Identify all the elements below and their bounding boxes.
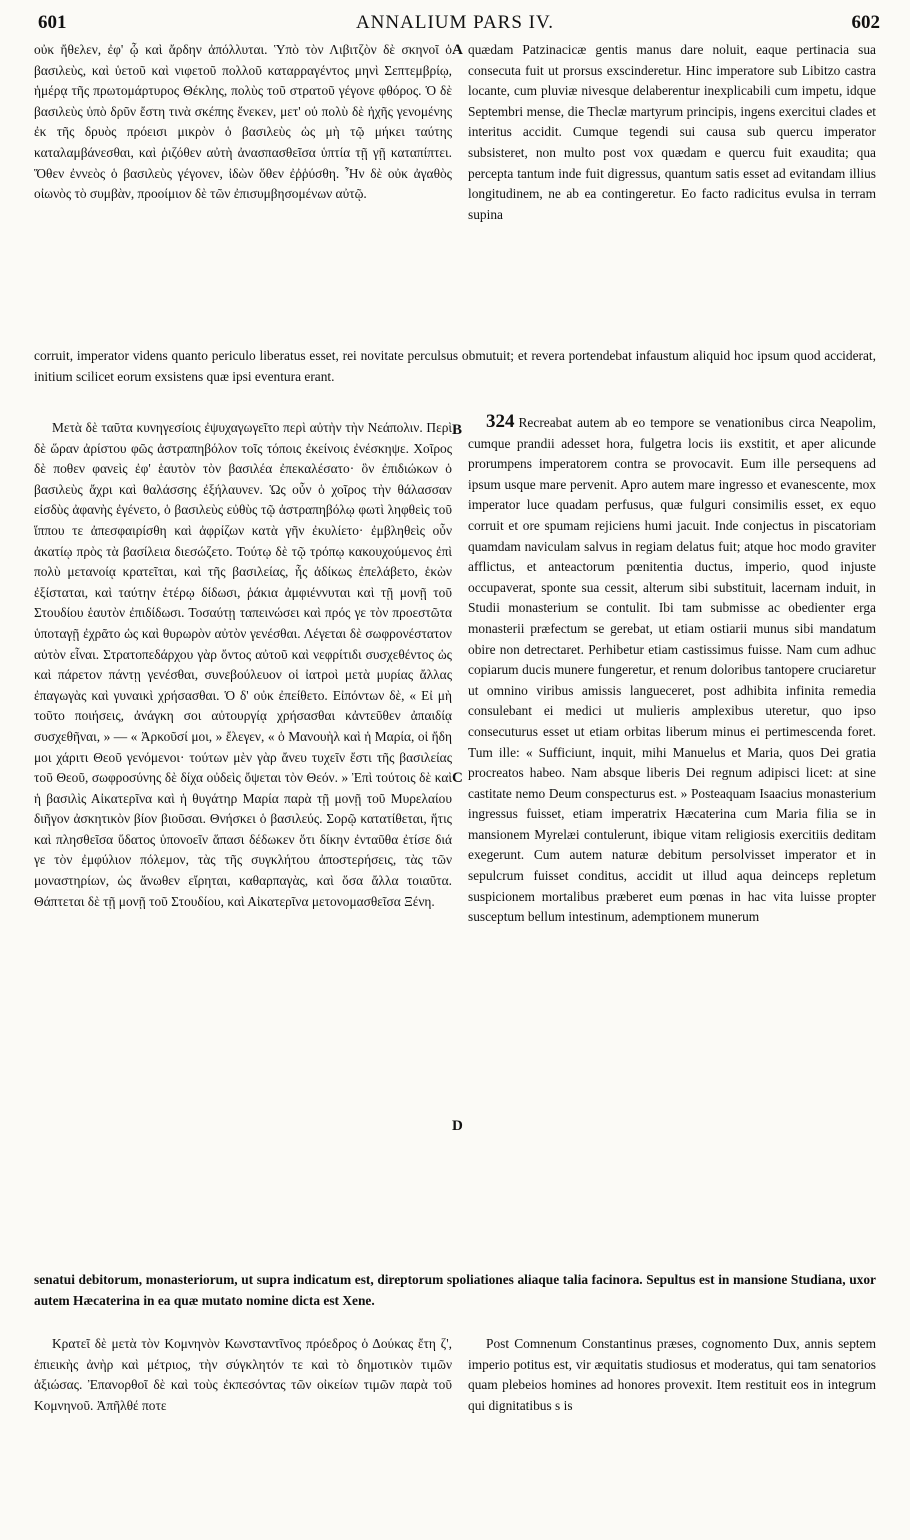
left-page-number: 601	[38, 12, 67, 33]
latin-paragraph: quædam Patzinacicæ gentis manus dare noluit, eaque pertinacia sua consecuta fuit ut prorsus exscinderetur. Hinc imperatore sub Libitzo castra locante, cum pluviæ nivesque delaberentur inexplicabili cum impetu, idque Septembri mense, die Theclæ martyrum principis, ingens exercitui clades et interitus accidit. Cumque tegendi sui causa sub quercu imperator subsisteret, non multo post vox quædam e quercu fuit exaudita; qua percepta tantum inde fuit digressus, quantum satis esset ad evitandam illius longitudinem, ne ab ea contingeretur. Eo facto radicitus evulsa in terram supina	[468, 42, 876, 222]
greek-paragraph: Μετὰ δὲ ταῦτα κυνηγεσίοις ἐψυχαγωγεῖτο περὶ αὐτὴν τὴν Νεάπολιν. Περὶ δὲ ὥραν ἀρίστου φῶς ἀστραπηβόλον τοῖς τόποις ἐκείνοις ἐνέσκηψε. Χοῖρος δὲ ποθεν φανεὶς ἐφ' ἑαυτὸν τὸν βασιλέα ἐπεκαλέσατο· ὃν ἐπιδιώκων ὁ βασιλεὺς ἄχρι καὶ θαλάσσης ἐξήλαυνεν. Ὡς οὖν ὁ χοῖρος τὴν θάλασσαν εἰσδὺς ἀφανὴς ἐγένετο, ὁ βασιλεὺς εὐθὺς τῷ ἀστραπηβόλῳ φωτὶ ληφθεὶς τοῦ ἵππου τε ἀπεσφαιρίσθη καὶ ἀφρίζων κατὰ γῆν ἐκυλίετο· ἐμβληθεὶς οὖν ἀκατίῳ πρὸς τὰ βασίλεια διεσώζετο. Τούτῳ δὲ τῷ τρόπῳ κακουχούμενος ἐπὶ πολὺ μετανοίᾳ κρατεῖται, καὶ τῆς βασιλείας, ἧς ἀδίκως ἐπελάβετο, ἑκὼν ἐξίσταται, καὶ ταύτην ἑτέρῳ δίδωσι, ῥάκια ἀμφιέννυται καὶ τῇ μονῇ τοῦ Στουδίου ἑαυτὸν ἐπιδίδωσι. Τοσαύτῃ ταπεινώσει καὶ πρός γε τὸν προεστῶτα ὑποταγῇ ἐχρᾶτο ὡς καὶ θυρωρὸν αὐτὸν γενέσθαι. Λέγεται δὲ σωφρονέστατον αὐτὸν εἶναι. Στρατοπεδάρχου γὰρ ὄντος αὐτοῦ καὶ νεφρίτιδι συσχεθέντος ὡς καὶ πάρετον πάντῃ γενέσθαι, συνεβούλευον οἱ ἰατροὶ μετὰ μυρίας ἄλλας ἐπαγωγὰς καὶ γυναικὶ χρήσασθαι. Ὁ δ' οὐκ ἐπείθετο. Εἰπόντων δὲ, « Εἰ μὴ τοῦτο ποιήσεις, ἀνάγκη σοι αὐτουργίᾳ χρήσασθαι κἀντεῦθεν ἀπαιδίᾳ συσχεθῆναι, » — « Ἀρκοῦσί μοι, » ἔλεγεν, « ὁ Μανουὴλ καὶ ἡ Μαρία, οἱ ἤδη μοι χάριτι Θεοῦ γενόμενοι· τούτων μὲν γὰρ ἄνευ τυχεῖν ἔστι τῆς βασιλείας τοῦ Θεοῦ, σωφροσύνης δὲ δίχα οὐδεὶς ὄψεται τὸν Θεόν. » Ἐπὶ τούτοις δὲ καὶ ἡ βασιλὶς Αἰκατερῖνα καὶ ἡ θυγάτηρ Μαρία παρὰ τῇ μονῇ τοῦ Μυρελαίου διῆγον ἀσκητικὸν βίον βιοῦσαι. Θνήσκει ὁ βασιλεύς. Σορῷ κατατίθεται, ἥτις καὶ πλησθεῖσα ὕδατος ὑπονοεῖν ἅπασι δέδωκεν ὅτι δίκην ἐνταῦθα ἐτίσε διά γε τὸν ἐμφύλιον πόλεμον, τὰς τῆς συγκλήτου ἀποστερήσεις, τὰς τῶν μοναστηρίων, ὡς ἄνωθεν εἴρηται, καθαρπαγὰς, καὶ ὅσα ἄλλα τοιαῦτα. Θάπτεται δὲ τῇ μονῇ τοῦ Στουδίου, καὶ Αἰκατερῖνα μετονομασθεῖσα Ξένη.	[34, 420, 452, 909]
margin-marker-a: A	[452, 42, 463, 58]
latin-paragraph	[468, 412, 876, 928]
fullwidth-continuation-1	[34, 346, 876, 410]
greek-column-block-2	[34, 418, 452, 1268]
fullwidth-continuation-2	[34, 1270, 876, 1334]
continuation-text: senatui debitorum, monasteriorum, ut supra indicatum est, direptorum spoliationes aliaque talia facinora. Sepultus est in mansione Studiana, uxor autem Hæcaterina in ea quæ mutato nomine dicta est Xene.	[34, 1272, 876, 1308]
latin-column-block-2	[468, 412, 876, 1268]
latin-column-block-3	[468, 1334, 876, 1458]
right-page-number: 602	[851, 12, 880, 33]
margin-marker-d: D	[452, 1118, 463, 1134]
greek-paragraph: Κρατεῖ δὲ μετὰ τὸν Κομνηνὸν Κωνσταντῖνος πρόεδρος ὁ Δούκας ἔτη ζ', ἐπιεικὴς ἀνὴρ καὶ μέτριος, τὴν σύγκλητόν τε καὶ τὸ δημοτικὸν τιμῶν ἀξιώσας. Ἐπανορθοῖ δὲ καὶ τοὺς ἐκπεσόντας τῶν οἰκείων τιμῶν παρὰ τοῦ Κομνηνοῦ. Ἀπῆλθέ ποτε	[34, 1336, 452, 1413]
latin-column-block-1	[468, 40, 876, 344]
running-header	[30, 12, 880, 36]
greek-paragraph: οὐκ ἤθελεν, ἐφ' ᾧ καὶ ἄρδην ἀπόλλυται. Ὑπὸ τὸν Λιβιτζὸν δὲ σκηνοῖ ὁ βασιλεὺς, καὶ ὑετοῦ καὶ νιφετοῦ πολλοῦ καταρραγέντος μηνὶ Σεπτεμβρίῳ, ἡμέρᾳ τῆς πρωτομάρτυρος Θέκλης, πολὺς τοῦ στρατοῦ γέγονε φθόρος. Ὁ δὲ βασιλεὺς ὑπὸ δρῦν ἔστη τινὰ σκέπης ἕνεκεν, μετ' οὐ πολὺ δὲ ἠχῆς γενομένης ἐκ τῆς δρυὸς πρόεισι μικρὸν ὁ βασιλεὺς ὡς μὴ τῷ μήκει ταύτης καταλαμβάνεσθαι, καὶ ῥιζόθεν αὐτὴ ἀνασπασθεῖσα ὑπτία τῇ γῇ καταπίπτει. Ὅθεν ἐννεὸς ὁ βασιλεὺς γέγονεν, ἰδὼν ὅθεν ἐῤῥύσθη. Ἦν δὲ οὐκ ἀγαθὸς οἰωνὸς τὸ συμβὰν, προοίμιον δὲ τῶν ἐπισυμβησομένων αὐτῷ.	[34, 42, 452, 202]
continuation-text: corruit, imperator videns quanto periculo liberatus esset, rei novitate perculsus obmutuit; et revera portendebat infaustum aliquid hoc ipsum quod acciderat, initium scilicet eorum exsistens quæ ipsi eventura erant.	[34, 348, 876, 384]
section-number: 324	[486, 412, 515, 432]
latin-section-text: Recreabat autem ab eo tempore se venationibus circa Neapolim, cumque prandii adesset hora, fulgetra locis iis exstitit, et aper alicunde prorumpens imperatorem contra se provocavit. Eum ille persequens ad ipsum usque mare pervenit. Apro autem mare ingresso et evanescente, mox imperator luce quadam perfusus, quæ fulguri consimilis esset, ex equo corruit et ore spumam rejiciens humi jacuit. Inde conjectus in piscatoriam quamdam naviculam salvus in regiam delatus fuit; atque hoc modo graviter afflictus, et anteactorum pœnitentia ductus, imperio, quod injuste occupaverat, sponte sua cessit, alterum sibi substituit, lacernam induit, in Studii monasterium se contulit. Ibi tam submisse ac obedienter erga monasterii præfectum se gerebat, ut etiam ostiarii munus sibi mandatum obire non detrectaret. Perhibetur etiam castissimus fuisse. Nam cum adhuc copiarum ducis munere fungeretur, et renum doloribus tantopere cruciaretur ut omnino viribus amissis langueceret, post adhibita infinita remedia consulebant ei medici ut mulieris amplexibus uteretur, quo ipso consecuturus esset ut etiam orbitas liberum minus ei pertimescenda foret. Tum ille: « Sufficiunt, inquit, mihi Manuelus et Maria, quos Dei gratia procreatos habeo. Nam absque liberis Dei regnum adipisci licet: at sine castitate nemo Deum conspecturus est. » Posteaquam Isaacius monasterium ingressus fuisset, etiam imperatrix Hæcaterina cum Maria filia se in mansionem Myrelæi contulerunt, ibique vitam religiosis exercitiis deditam exegerunt. Cum autem naturæ debitum persolvisset imperator et in sepulcrum fuisset conditus, accidit ut illud aqua deinceps repletum suspicionem mortalibus præberet eum pœnas in hac vita luisse propter susceptum bellum intestinum, ademptionem munerum	[468, 415, 876, 925]
margin-marker-b: B	[452, 422, 463, 438]
running-title: ANNALIUM PARS IV.	[355, 12, 555, 33]
margin-marker-c: C	[452, 770, 463, 786]
latin-paragraph: Post Comnenum Constantinus præses, cognomento Dux, annis septem imperio potitus est, vir æquitatis studiosus et moderatus, qui tam senatorios quam plebeios homines ad honores provexit. Item restituit eos in integrum qui dignitatibus s is	[468, 1336, 876, 1413]
greek-column-block-1	[34, 40, 452, 344]
greek-column-block-3	[34, 1334, 452, 1458]
